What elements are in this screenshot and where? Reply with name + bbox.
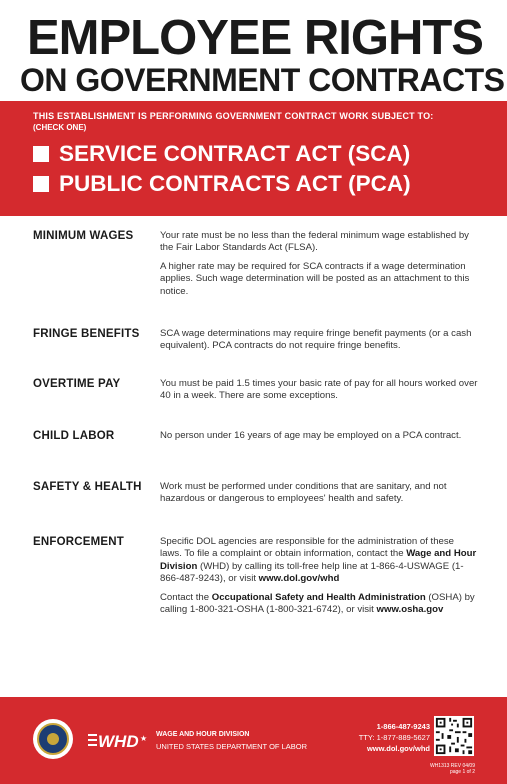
section-body	[160, 430, 478, 448]
section-body	[160, 230, 478, 304]
checkbox-pca[interactable]	[33, 176, 49, 192]
section-label: MINIMUM WAGES	[33, 230, 134, 242]
section-label: SAFETY & HEALTH	[33, 481, 142, 493]
osha-name: Occupational Safety and Health Administration	[211, 591, 426, 603]
section-body	[160, 536, 478, 622]
paragraph: A higher rate may be required for SCA contracts if a wage determination applies. Such wage determination will be posted as an attachment to this notice.	[160, 260, 470, 297]
section-body	[160, 481, 478, 512]
paragraph: You must be paid 1.5 times your basic rate of pay for all hours worked over 40 in a week. There are some exceptions.	[160, 378, 478, 402]
osha-link[interactable]: www.osha.gov	[376, 604, 444, 616]
whd-logo	[88, 728, 148, 752]
form-code: WH1313 REV 04/09	[429, 763, 475, 769]
footer	[0, 697, 507, 784]
paragraph: Work must be performed under conditions that are sanitary, and not hazardous or dangerous to employees' health and safety.	[160, 481, 447, 505]
paragraph: No person under 16 years of age may be employed on a PCA contract.	[160, 430, 462, 441]
contract-type-banner	[0, 101, 507, 216]
paragraph	[160, 536, 478, 586]
page-indicator: page 1 of 2	[449, 769, 475, 775]
banner-intro: THIS ESTABLISHMENT IS PERFORMING GOVERNMENT CONTRACT WORK SUBJECT TO:	[33, 111, 434, 121]
text: Contact the	[160, 591, 212, 603]
section-label: FRINGE BENEFITS	[33, 328, 140, 340]
option-sca[interactable]	[33, 141, 410, 167]
whd-name: Wage and Hour Division	[160, 548, 477, 572]
dol-seal-icon	[33, 719, 73, 759]
option-pca-label: PUBLIC CONTRACTS ACT (PCA)	[59, 171, 411, 196]
section-body	[160, 328, 478, 359]
option-sca-label: SERVICE CONTRACT ACT (SCA)	[59, 141, 411, 166]
contact-info	[359, 721, 430, 754]
poster-title: EMPLOYEE RIGHTS	[26, 11, 483, 65]
form-number	[415, 763, 475, 775]
section-body	[160, 378, 478, 409]
agency-name: WAGE AND HOUR DIVISION	[156, 731, 250, 738]
section-label: CHILD LABOR	[33, 430, 115, 442]
qr-code-icon[interactable]	[434, 716, 474, 756]
checkbox-sca[interactable]	[33, 146, 49, 162]
tty-number: TTY: 1-877-889-5627	[358, 733, 430, 742]
option-pca[interactable]	[33, 171, 411, 197]
section-label: ENFORCEMENT	[33, 536, 125, 548]
section-label: OVERTIME PAY	[33, 378, 121, 390]
phone-number: 1-866-487-9243	[376, 722, 430, 731]
poster-subtitle: ON GOVERNMENT CONTRACTS	[20, 62, 505, 98]
paragraph	[160, 592, 478, 617]
svg-text:★: ★	[140, 734, 148, 743]
text: Specific DOL agencies are responsible for the administration of these laws. To file a complaint or obtain information, contact the	[160, 536, 455, 560]
whd-link[interactable]: www.dol.gov/whd	[258, 573, 340, 585]
check-one-label: (CHECK ONE)	[33, 123, 87, 132]
website-link[interactable]: www.dol.gov/whd	[366, 744, 430, 753]
text: (WHD) by calling its toll-free help line at 1-866-4-USWAGE (1-866-487-9243), or visit	[160, 560, 464, 585]
whd-logo-text: WHD	[98, 732, 139, 751]
paragraph: SCA wage determinations may require fringe benefit payments (or a cash equivalent). PCA contracts do not require fringe benefits.	[160, 328, 472, 352]
text: (OSHA) by calling 1-800-321-OSHA (1-800-321-6742), or visit	[160, 591, 475, 616]
paragraph: Your rate must be no less than the federal minimum wage established by the Fair Labor Standards Act (FLSA).	[160, 230, 469, 254]
department-name: UNITED STATES DEPARTMENT OF LABOR	[156, 742, 307, 751]
